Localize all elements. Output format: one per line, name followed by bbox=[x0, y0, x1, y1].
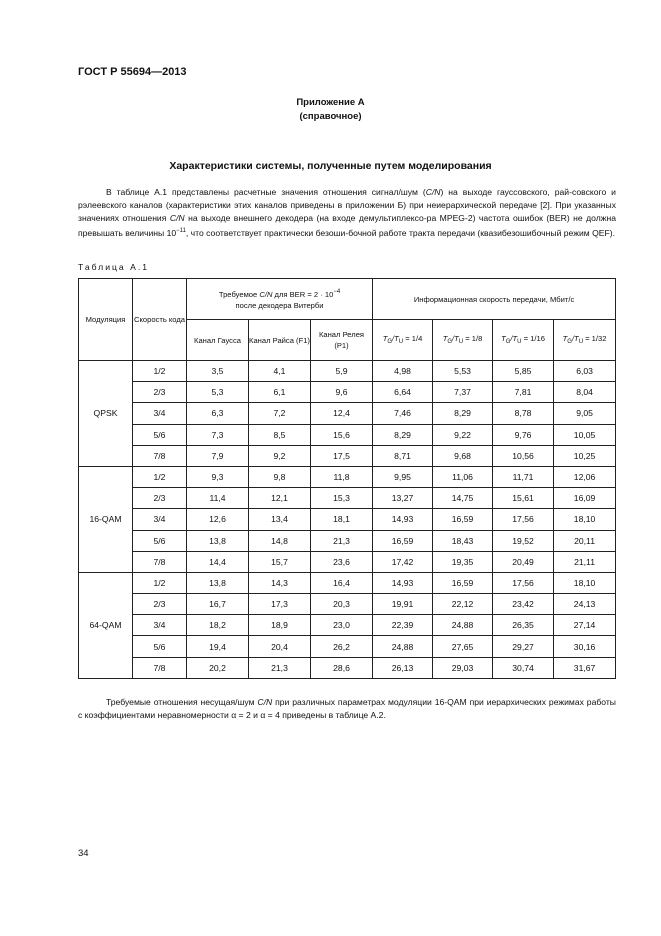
value-cell: 16,7 bbox=[187, 594, 249, 615]
code-rate-cell: 5/6 bbox=[133, 424, 187, 445]
value-cell: 26,2 bbox=[311, 636, 373, 657]
code-rate-cell: 7/8 bbox=[133, 657, 187, 678]
value-cell: 7,46 bbox=[373, 403, 433, 424]
value-cell: 9,68 bbox=[433, 445, 493, 466]
value-cell: 15,61 bbox=[493, 488, 554, 509]
table-row bbox=[79, 509, 616, 530]
value-cell: 21,3 bbox=[311, 530, 373, 551]
value-cell: 21,11 bbox=[554, 551, 616, 572]
value-cell: 5,3 bbox=[187, 382, 249, 403]
code-rate-cell: 1/2 bbox=[133, 361, 187, 382]
table-row bbox=[79, 488, 616, 509]
value-cell: 7,37 bbox=[433, 382, 493, 403]
table-row bbox=[79, 636, 616, 657]
value-cell: 18,10 bbox=[554, 572, 616, 593]
header-guard-1-8: $T_G/T_U = 1/8$ bbox=[433, 320, 493, 361]
value-cell: 10,05 bbox=[554, 424, 616, 445]
code-rate-cell: 3/4 bbox=[133, 615, 187, 636]
value-cell: 23,6 bbox=[311, 551, 373, 572]
header-gauss: Канал Гаусса bbox=[187, 320, 249, 361]
value-cell: 9,22 bbox=[433, 424, 493, 445]
value-cell: 9,95 bbox=[373, 466, 433, 487]
value-cell: 20,4 bbox=[249, 636, 311, 657]
value-cell: 10,56 bbox=[493, 445, 554, 466]
value-cell: 30,16 bbox=[554, 636, 616, 657]
value-cell: 14,3 bbox=[249, 572, 311, 593]
value-cell: 13,8 bbox=[187, 530, 249, 551]
value-cell: 23,42 bbox=[493, 594, 554, 615]
table-caption: Таблица А.1 bbox=[78, 262, 149, 272]
code-rate-cell: 3/4 bbox=[133, 403, 187, 424]
value-cell: 17,42 bbox=[373, 551, 433, 572]
header-info-rate: Информационная скорость передачи, Мбит/с bbox=[373, 279, 616, 320]
value-cell: 20,3 bbox=[311, 594, 373, 615]
value-cell: 17,56 bbox=[493, 509, 554, 530]
standard-code: ГОСТ Р 55694—2013 bbox=[78, 66, 187, 78]
value-cell: 4,98 bbox=[373, 361, 433, 382]
value-cell: 11,06 bbox=[433, 466, 493, 487]
header-rayleigh: Канал Релея (P1) bbox=[311, 320, 373, 361]
value-cell: 16,59 bbox=[433, 509, 493, 530]
value-cell: 9,3 bbox=[187, 466, 249, 487]
value-cell: 22,12 bbox=[433, 594, 493, 615]
modulation-cell: QPSK bbox=[79, 361, 133, 467]
table-row bbox=[79, 403, 616, 424]
value-cell: 18,1 bbox=[311, 509, 373, 530]
value-cell: 15,6 bbox=[311, 424, 373, 445]
modulation-cell: 64-QAM bbox=[79, 572, 133, 678]
code-rate-cell: 7/8 bbox=[133, 551, 187, 572]
value-cell: 19,91 bbox=[373, 594, 433, 615]
value-cell: 9,2 bbox=[249, 445, 311, 466]
value-cell: 8,29 bbox=[373, 424, 433, 445]
value-cell: 27,65 bbox=[433, 636, 493, 657]
table-body bbox=[79, 361, 616, 679]
value-cell: 6,1 bbox=[249, 382, 311, 403]
value-cell: 29,27 bbox=[493, 636, 554, 657]
code-rate-cell: 2/3 bbox=[133, 594, 187, 615]
modulation-cell: 16-QAM bbox=[79, 466, 133, 572]
code-rate-cell: 2/3 bbox=[133, 488, 187, 509]
value-cell: 12,06 bbox=[554, 466, 616, 487]
value-cell: 14,4 bbox=[187, 551, 249, 572]
value-cell: 6,64 bbox=[373, 382, 433, 403]
value-cell: 16,4 bbox=[311, 572, 373, 593]
code-rate-cell: 7/8 bbox=[133, 445, 187, 466]
value-cell: 23,0 bbox=[311, 615, 373, 636]
value-cell: 19,52 bbox=[493, 530, 554, 551]
value-cell: 19,35 bbox=[433, 551, 493, 572]
value-cell: 16,59 bbox=[433, 572, 493, 593]
value-cell: 9,05 bbox=[554, 403, 616, 424]
value-cell: 12,4 bbox=[311, 403, 373, 424]
value-cell: 7,81 bbox=[493, 382, 554, 403]
value-cell: 5,9 bbox=[311, 361, 373, 382]
table-row bbox=[79, 551, 616, 572]
value-cell: 15,3 bbox=[311, 488, 373, 509]
table-row bbox=[79, 594, 616, 615]
annex-note: (справочное) bbox=[299, 111, 362, 122]
annex-heading bbox=[0, 96, 661, 124]
value-cell: 30,74 bbox=[493, 657, 554, 678]
value-cell: 29,03 bbox=[433, 657, 493, 678]
value-cell: 7,3 bbox=[187, 424, 249, 445]
header-guard-1-4: $T_G/T_U = 1/4$ bbox=[373, 320, 433, 361]
code-rate-cell: 5/6 bbox=[133, 530, 187, 551]
value-cell: 17,3 bbox=[249, 594, 311, 615]
header-required-cn: Требуемое C/N для BER = $2 \cdot 10^{-4}$ после декодера Витерби bbox=[187, 279, 373, 320]
value-cell: 12,6 bbox=[187, 509, 249, 530]
value-cell: 24,13 bbox=[554, 594, 616, 615]
value-cell: 20,11 bbox=[554, 530, 616, 551]
table-row bbox=[79, 466, 616, 487]
footer-paragraph: Требуемые отношения несущая/шум C/N при различных параметрах модуляции 16-QAM при иерархических режимах работы с коэффициентами неравномерности α = 2 и α = 4 приведены в таблице А.2. bbox=[78, 697, 616, 720]
table-row bbox=[79, 572, 616, 593]
value-cell: 8,04 bbox=[554, 382, 616, 403]
section-title: Характеристики системы, полученные путем моделирования bbox=[169, 160, 492, 172]
value-cell: 14,75 bbox=[433, 488, 493, 509]
value-cell: 19,4 bbox=[187, 636, 249, 657]
table-row bbox=[79, 657, 616, 678]
value-cell: 18,2 bbox=[187, 615, 249, 636]
value-cell: 9,6 bbox=[311, 382, 373, 403]
value-cell: 27,14 bbox=[554, 615, 616, 636]
table-row bbox=[79, 424, 616, 445]
value-cell: 8,5 bbox=[249, 424, 311, 445]
value-cell: 18,43 bbox=[433, 530, 493, 551]
value-cell: 10,25 bbox=[554, 445, 616, 466]
code-rate-cell: 2/3 bbox=[133, 382, 187, 403]
value-cell: 5,53 bbox=[433, 361, 493, 382]
value-cell: 4,1 bbox=[249, 361, 311, 382]
value-cell: 28,6 bbox=[311, 657, 373, 678]
value-cell: 11,8 bbox=[311, 466, 373, 487]
value-cell: 5,85 bbox=[493, 361, 554, 382]
annex-title: Приложение А bbox=[296, 97, 365, 108]
value-cell: 14,8 bbox=[249, 530, 311, 551]
table-row bbox=[79, 615, 616, 636]
table-row bbox=[79, 530, 616, 551]
header-rice: Канал Райса (F1) bbox=[249, 320, 311, 361]
value-cell: 8,78 bbox=[493, 403, 554, 424]
value-cell: 24,88 bbox=[373, 636, 433, 657]
code-rate-cell: 5/6 bbox=[133, 636, 187, 657]
value-cell: 18,9 bbox=[249, 615, 311, 636]
value-cell: 11,71 bbox=[493, 466, 554, 487]
code-rate-cell: 1/2 bbox=[133, 466, 187, 487]
code-rate-cell: 3/4 bbox=[133, 509, 187, 530]
value-cell: 13,4 bbox=[249, 509, 311, 530]
value-cell: 20,49 bbox=[493, 551, 554, 572]
value-cell: 26,35 bbox=[493, 615, 554, 636]
header-guard-1-32: $T_G/T_U = 1/32$ bbox=[554, 320, 616, 361]
value-cell: 8,29 bbox=[433, 403, 493, 424]
value-cell: 20,2 bbox=[187, 657, 249, 678]
table-row bbox=[79, 382, 616, 403]
value-cell: 16,09 bbox=[554, 488, 616, 509]
value-cell: 14,93 bbox=[373, 572, 433, 593]
header-code-rate: Скорость кода bbox=[133, 279, 187, 361]
code-rate-cell: 1/2 bbox=[133, 572, 187, 593]
results-table bbox=[78, 278, 616, 679]
value-cell: 9,76 bbox=[493, 424, 554, 445]
value-cell: 14,93 bbox=[373, 509, 433, 530]
page-number: 34 bbox=[78, 848, 89, 859]
value-cell: 26,13 bbox=[373, 657, 433, 678]
value-cell: 18,10 bbox=[554, 509, 616, 530]
intro-paragraph: В таблице А.1 представлены расчетные значения отношения сигнал/шум (C/N) на выходе гауссовского, рай-совского и рэлеевского каналов (характеристики этих каналов приведены в приложении Б) при неиерархической передаче [2]. При указанных значениях отношения C/N на выходе внешнего декодера (на входе демультиплексо-ра MPEG-2) частота ошибок (BER) не должна превышать величины $10^{-11}$, что соответствует практически безоши-бочной работе тракта передачи (квазибезошибочный режим QEF). bbox=[78, 187, 617, 238]
value-cell: 6,3 bbox=[187, 403, 249, 424]
value-cell: 24,88 bbox=[433, 615, 493, 636]
value-cell: 7,9 bbox=[187, 445, 249, 466]
value-cell: 12,1 bbox=[249, 488, 311, 509]
value-cell: 22,39 bbox=[373, 615, 433, 636]
header-guard-1-16: $T_G/T_U = 1/16$ bbox=[493, 320, 554, 361]
value-cell: 15,7 bbox=[249, 551, 311, 572]
value-cell: 3,5 bbox=[187, 361, 249, 382]
table-row bbox=[79, 445, 616, 466]
value-cell: 17,5 bbox=[311, 445, 373, 466]
table-row bbox=[79, 361, 616, 382]
value-cell: 7,2 bbox=[249, 403, 311, 424]
value-cell: 8,71 bbox=[373, 445, 433, 466]
value-cell: 16,59 bbox=[373, 530, 433, 551]
value-cell: 13,8 bbox=[187, 572, 249, 593]
value-cell: 21,3 bbox=[249, 657, 311, 678]
value-cell: 11,4 bbox=[187, 488, 249, 509]
value-cell: 13,27 bbox=[373, 488, 433, 509]
value-cell: 17,56 bbox=[493, 572, 554, 593]
value-cell: 6,03 bbox=[554, 361, 616, 382]
value-cell: 9,8 bbox=[249, 466, 311, 487]
header-modulation: Модуляция bbox=[79, 279, 133, 361]
value-cell: 31,67 bbox=[554, 657, 616, 678]
